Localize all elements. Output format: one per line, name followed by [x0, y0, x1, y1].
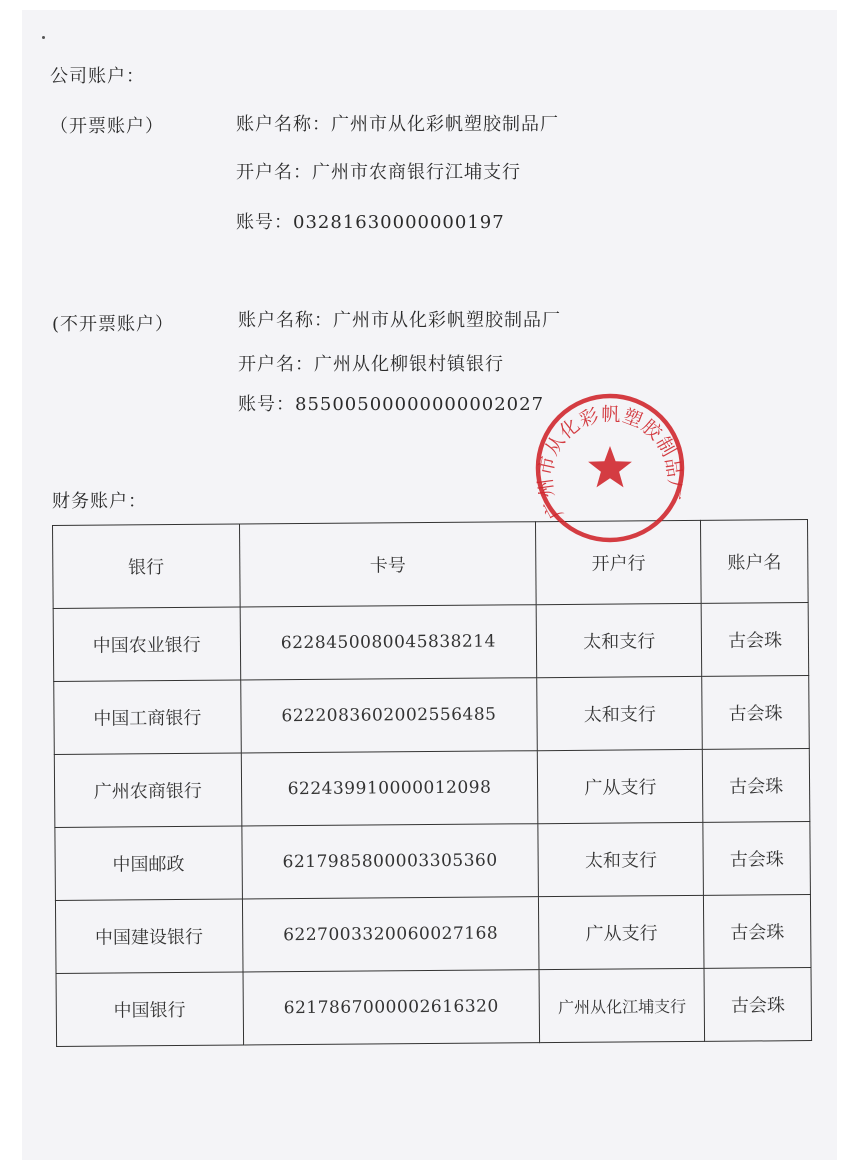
company-seal-stamp — [532, 390, 688, 546]
bank-cell: 中国工商银行 — [54, 680, 241, 754]
branch-cell: 太和支行 — [537, 676, 702, 750]
account-name-cell: 古会珠 — [703, 822, 810, 896]
card-number-cell: 6228450080045838214 — [240, 605, 537, 680]
bank-cell: 中国农业银行 — [53, 607, 240, 681]
branch-cell: 太和支行 — [537, 603, 702, 677]
account-name-cell: 古会珠 — [704, 968, 811, 1042]
table-row — [55, 822, 811, 901]
table-row — [54, 749, 810, 828]
table-row — [54, 676, 810, 755]
non-invoice-account-label: (不开票账户） — [52, 314, 175, 335]
finance-accounts-heading: 财务账户： — [52, 491, 147, 512]
speck-dot — [42, 36, 45, 39]
card-number-cell: 6217867000002616320 — [243, 970, 540, 1045]
card-number-cell: 6217985800003305360 — [241, 824, 538, 899]
seal-star-icon — [588, 446, 632, 487]
company-accounts-heading: 公司账户： — [50, 66, 145, 87]
column-header-card-number: 卡号 — [239, 522, 536, 607]
table-row — [56, 968, 812, 1047]
invoice-account-number: 账号：03281630000000197 — [236, 212, 505, 233]
column-header-bank: 银行 — [53, 524, 240, 608]
account-name-cell: 古会珠 — [703, 749, 810, 823]
invoice-account-name: 账户名称：广州市从化彩帆塑胶制品厂 — [236, 114, 559, 135]
branch-cell: 广从支行 — [539, 895, 704, 969]
account-name-cell: 古会珠 — [701, 603, 808, 677]
account-name-cell: 古会珠 — [704, 895, 811, 969]
column-header-account-name: 账户名 — [701, 520, 808, 604]
finance-accounts-table — [52, 519, 812, 1047]
invoice-account-label: （开票账户） — [50, 116, 164, 137]
seal-text: 广州市从化彩帆塑胶制品厂 — [534, 403, 686, 523]
column-header-branch: 开户行 — [536, 520, 702, 604]
bank-cell: 中国银行 — [56, 972, 243, 1046]
account-name-cell: 古会珠 — [702, 676, 809, 750]
branch-cell: 太和支行 — [538, 822, 703, 896]
non-invoice-account-bank: 开户名：广州从化柳银村镇银行 — [238, 354, 504, 375]
non-invoice-account-number: 账号：85500500000000002027 — [238, 394, 545, 415]
invoice-account-bank: 开户名：广州市农商银行江埔支行 — [236, 162, 521, 183]
bank-cell: 中国建设银行 — [55, 899, 242, 973]
table-header-row — [53, 520, 809, 609]
bank-cell: 中国邮政 — [55, 826, 242, 900]
branch-cell: 广州从化江埔支行 — [539, 968, 704, 1042]
card-number-cell: 6222083602002556485 — [240, 678, 537, 753]
card-number-cell: 622439910000012098 — [241, 751, 538, 826]
non-invoice-account-name: 账户名称：广州市从化彩帆塑胶制品厂 — [238, 310, 561, 331]
table-row — [55, 895, 811, 974]
bank-cell: 广州农商银行 — [54, 753, 241, 827]
card-number-cell: 6227003320060027168 — [242, 897, 539, 972]
table-row — [53, 603, 809, 682]
branch-cell: 广从支行 — [538, 749, 703, 823]
